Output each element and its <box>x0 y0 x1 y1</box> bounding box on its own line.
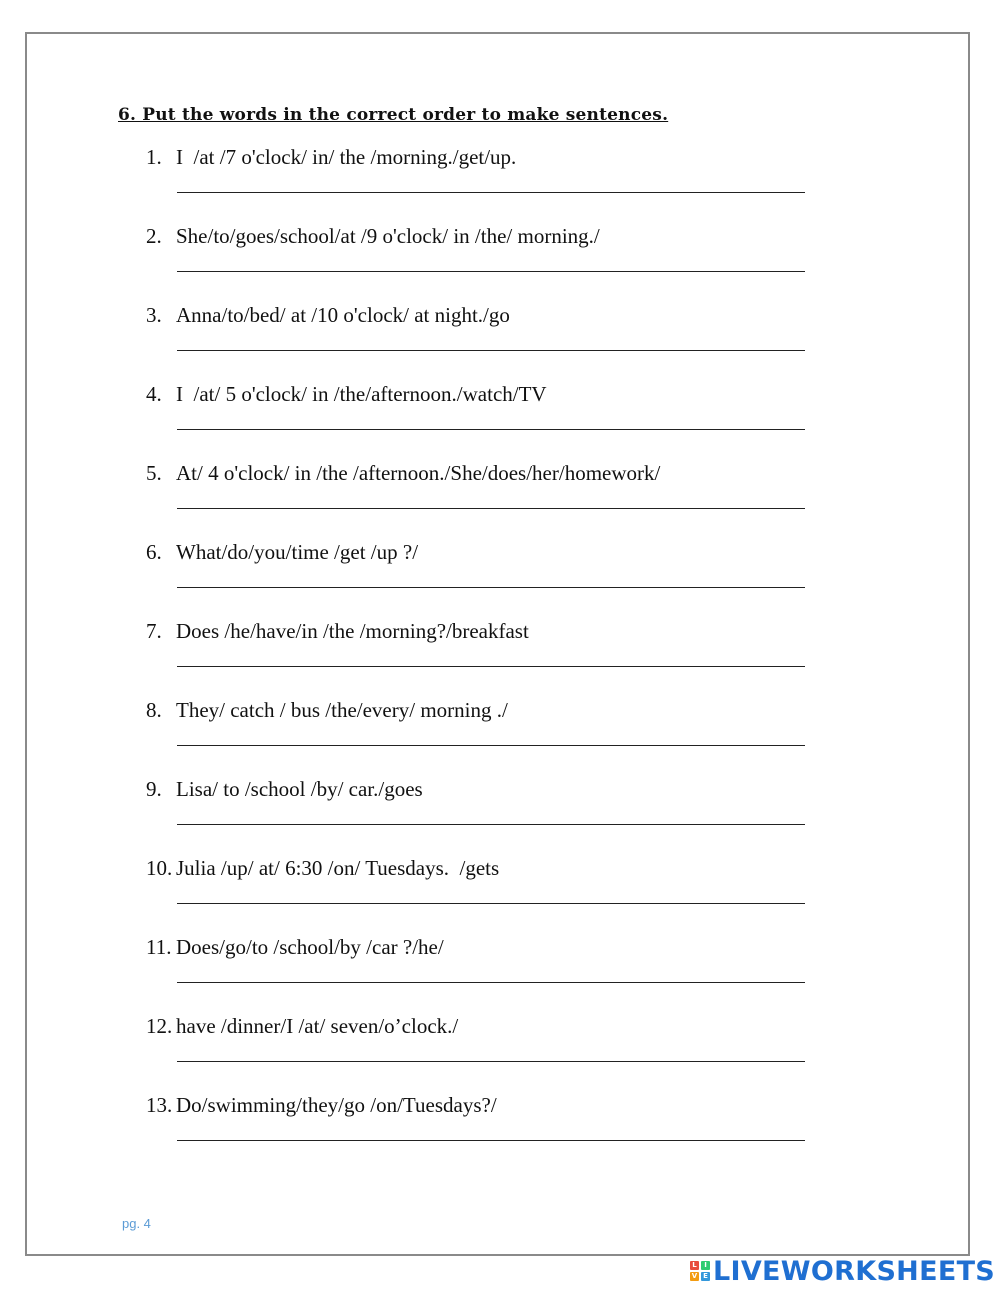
exercise-item <box>0 619 1000 679</box>
logo-block: V <box>691 1272 698 1280</box>
item-prompt: I /at /7 o'clock/ in/ the /morning./get/up. <box>176 145 517 169</box>
item-prompt: have /dinner/I /at/ seven/o’clock./ <box>176 1014 459 1038</box>
answer-line[interactable] <box>177 982 805 983</box>
logo-blocks-icon <box>690 1261 710 1281</box>
answer-line[interactable] <box>177 1140 805 1141</box>
exercise-item <box>0 935 1000 995</box>
answer-line[interactable] <box>177 350 805 351</box>
answer-line[interactable] <box>177 745 805 746</box>
answer-line[interactable] <box>177 587 805 588</box>
exercise-item <box>0 1014 1000 1074</box>
item-number: 10. <box>146 856 173 880</box>
item-number: 8. <box>146 698 162 722</box>
item-prompt: Do/swimming/they/go /on/Tuesdays?/ <box>176 1093 497 1117</box>
exercise-item <box>0 777 1000 837</box>
item-prompt: They/ catch / bus /the/every/ morning ./ <box>176 698 508 722</box>
exercise-item <box>0 461 1000 521</box>
item-prompt: Does/go/to /school/by /car ?/he/ <box>176 935 444 959</box>
item-number: 11. <box>146 935 172 959</box>
answer-line[interactable] <box>177 508 805 509</box>
exercise-heading: 6. Put the words in the correct order to make sentences. <box>118 105 669 125</box>
item-prompt: She/to/goes/school/at /9 o'clock/ in /the/ morning./ <box>176 224 600 248</box>
exercise-item <box>0 303 1000 363</box>
answer-line[interactable] <box>177 903 805 904</box>
item-prompt: What/do/you/time /get /up ?/ <box>176 540 419 564</box>
answer-line[interactable] <box>177 429 805 430</box>
item-number: 5. <box>146 461 162 485</box>
logo-block: L <box>690 1261 699 1270</box>
item-number: 4. <box>146 382 162 406</box>
logo-block: I <box>701 1261 710 1270</box>
answer-line[interactable] <box>177 271 805 272</box>
logo-block: E <box>701 1272 710 1281</box>
exercise-item <box>0 540 1000 600</box>
answer-line[interactable] <box>177 666 805 667</box>
item-prompt: Does /he/have/in /the /morning?/breakfast <box>176 619 529 643</box>
answer-line[interactable] <box>177 824 805 825</box>
item-number: 9. <box>146 777 162 801</box>
exercise-item <box>0 698 1000 758</box>
item-prompt: Lisa/ to /school /by/ car./goes <box>176 777 423 801</box>
brand-name: LIVEWORKSHEETS <box>713 1255 996 1287</box>
item-number: 6. <box>146 540 162 564</box>
item-prompt: I /at/ 5 o'clock/ in /the/afternoon./watch/TV <box>176 382 547 406</box>
page-number: pg. 4 <box>122 1216 151 1231</box>
item-prompt: At/ 4 o'clock/ in /the /afternoon./She/does/her/homework/ <box>176 461 661 485</box>
exercise-item <box>0 1093 1000 1153</box>
answer-line[interactable] <box>177 1061 805 1062</box>
exercise-item <box>0 145 1000 205</box>
item-number: 13. <box>146 1093 173 1117</box>
exercise-item <box>0 382 1000 442</box>
item-prompt: Anna/to/bed/ at /10 o'clock/ at night./go <box>176 303 510 327</box>
liveworksheets-logo[interactable] <box>690 1254 995 1288</box>
item-prompt: Julia /up/ at/ 6:30 /on/ Tuesdays. /gets <box>176 856 500 880</box>
answer-line[interactable] <box>177 192 805 193</box>
item-number: 3. <box>146 303 162 327</box>
item-number: 2. <box>146 224 162 248</box>
exercise-item <box>0 224 1000 284</box>
item-number: 12. <box>146 1014 173 1038</box>
item-number: 7. <box>146 619 162 643</box>
item-number: 1. <box>146 145 162 169</box>
exercise-item <box>0 856 1000 916</box>
